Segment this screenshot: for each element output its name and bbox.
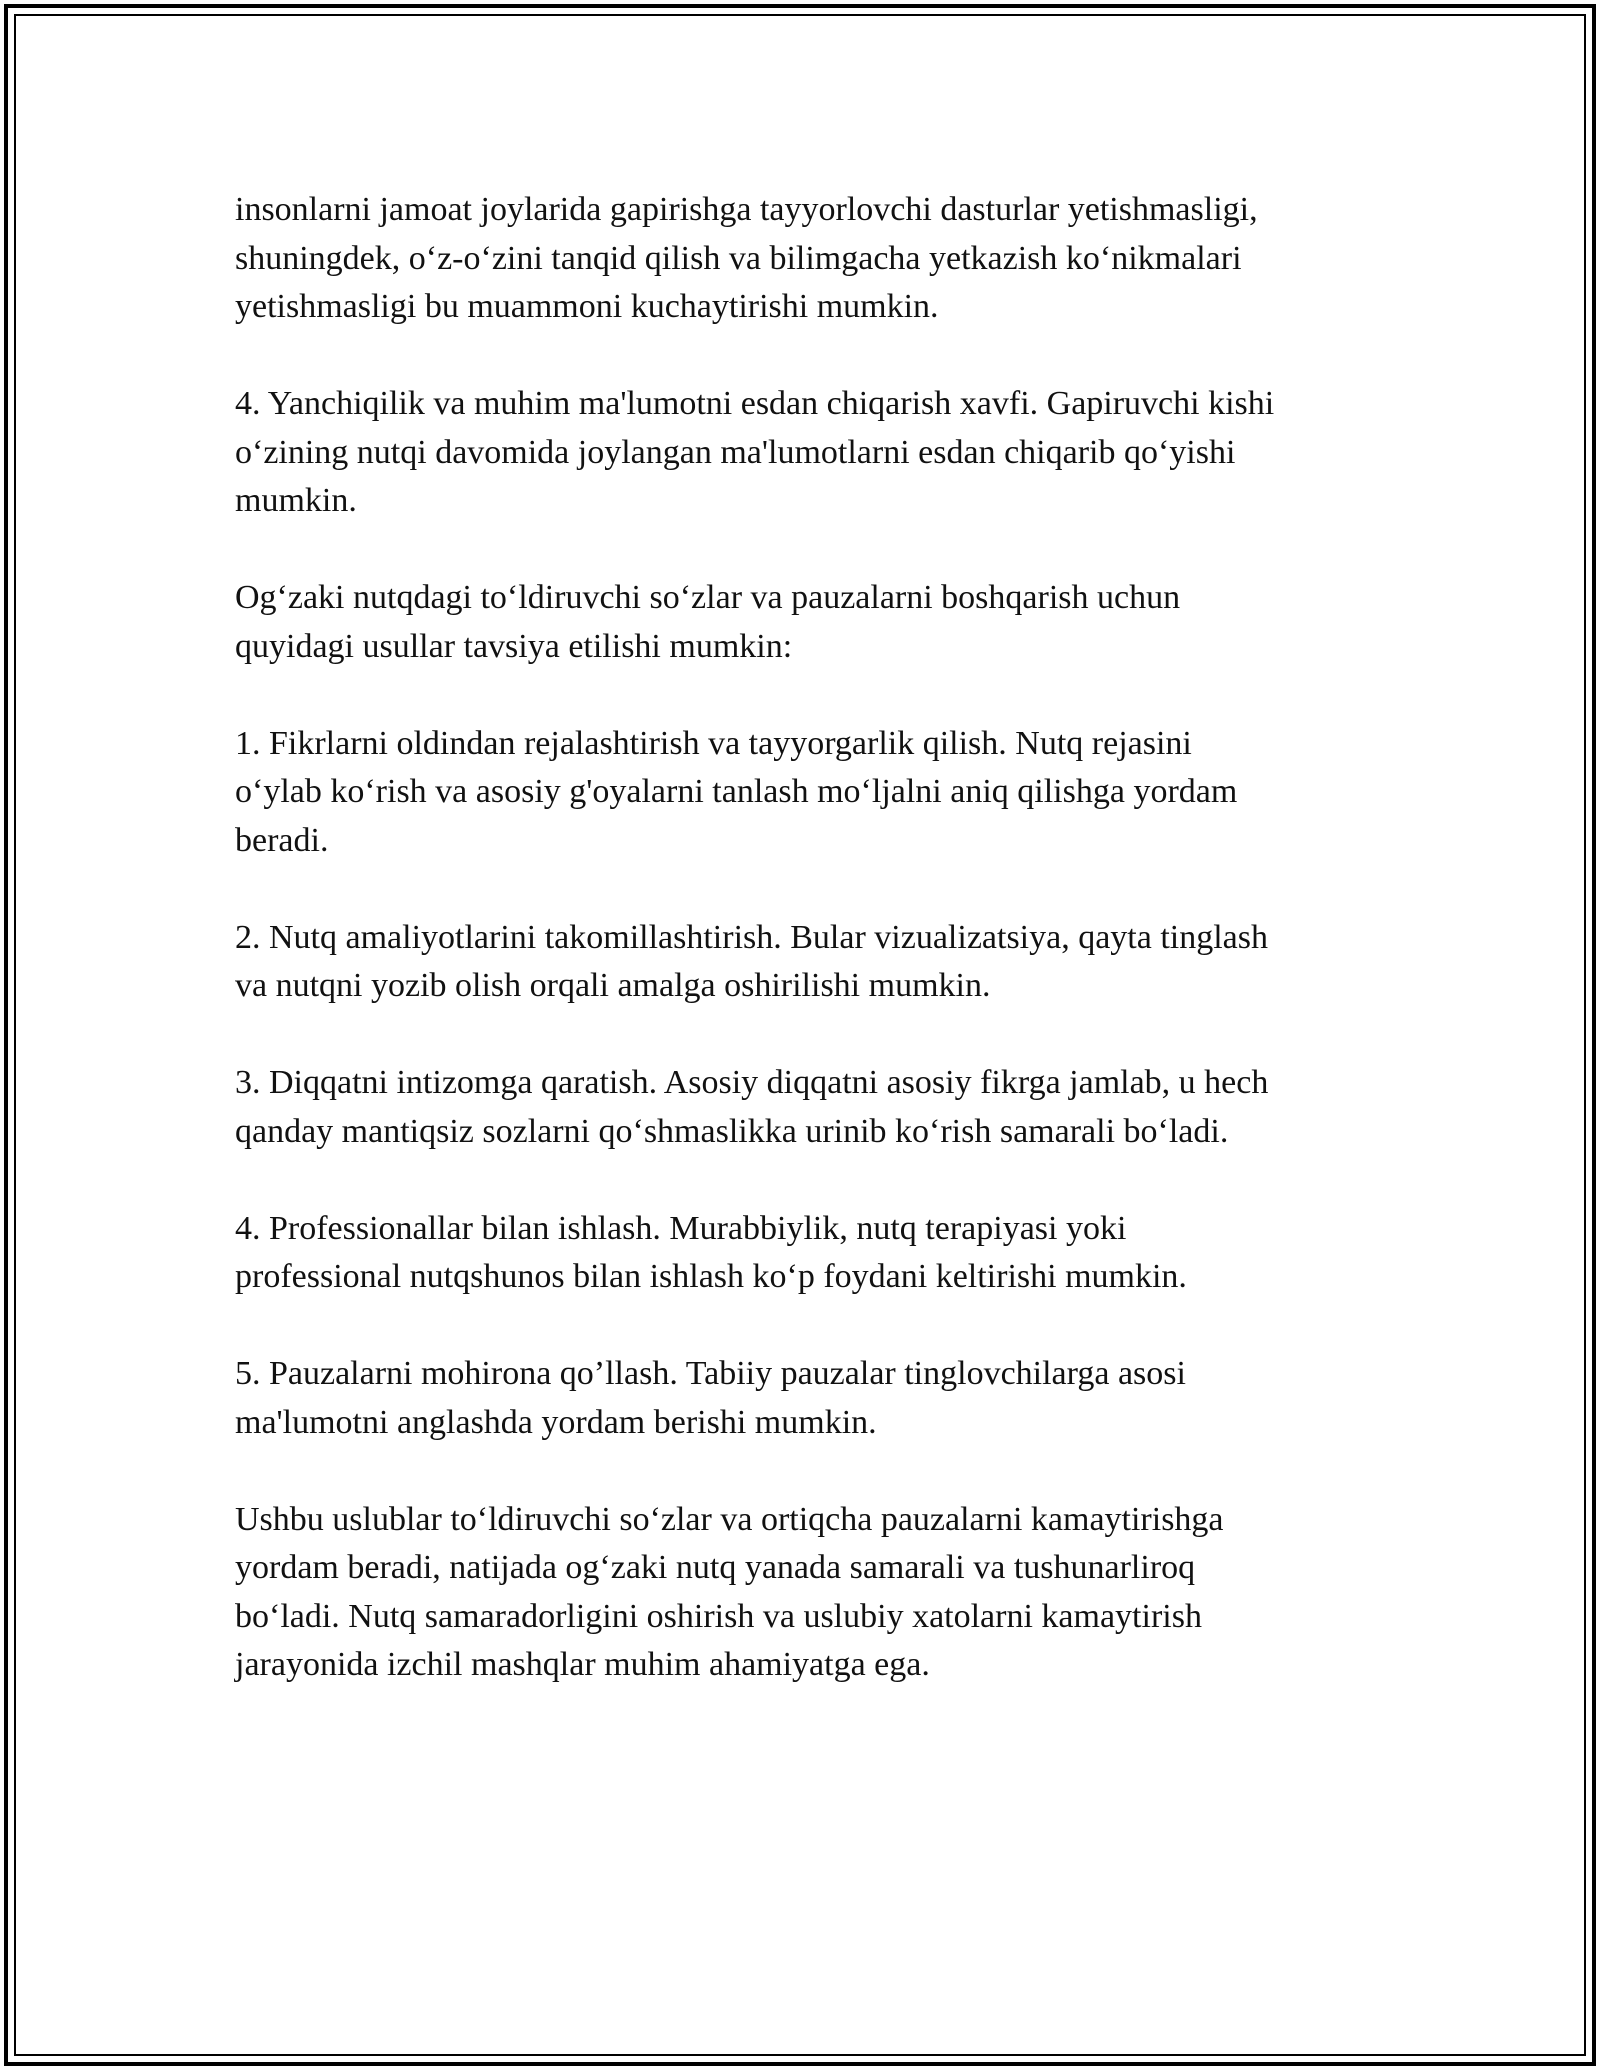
paragraph-item-4-forgetting: 4. Yanchiqilik va muhim ma'lumotni esdan chiqarish xavfi. Gapiruvchi kishi o‘zining nutqi davomida joylangan ma'lumotlarni esdan chiqarib qo‘yishi mumkin. bbox=[235, 385, 1275, 519]
paragraph-method-5: 5. Pauzalarni mohirona qo’llash. Tabiiy pauzalar tinglovchilarga asosi ma'lumotni anglashda yordam berishi mumkin. bbox=[235, 1355, 1186, 1441]
paragraph-method-4: 4. Professionallar bilan ishlash. Murabbiylik, nutq terapiyasi yoki professional nutqshunos bilan ishlash ko‘p foydani keltirishi mumkin. bbox=[235, 1209, 1187, 1295]
paragraph-methods-intro: Og‘zaki nutqdagi to‘ldiruvchi so‘zlar va pauzalarni boshqarish uchun quyidagi usullar tavsiya etilishi mumkin: bbox=[235, 579, 1181, 665]
paragraph-method-1: 1. Fikrlarni oldindan rejalashtirish va tayyorgarlik qilish. Nutq rejasini o‘ylab ko‘rish va asosiy g'oyalarni tanlash mo‘ljalni aniq qilishga yordam beradi. bbox=[235, 724, 1238, 859]
document-body bbox=[235, 186, 1365, 1738]
paragraph-method-2: 2. Nutq amaliyotlarini takomillashtirish. Bular vizualizatsiya, qayta tinglash va nutqni yozib olish orqali amalga oshirilishi mumkin. bbox=[235, 918, 1268, 1004]
paragraph-continuation: insonlarni jamoat joylarida gapirishga tayyorlovchi dasturlar yetishmasligi, shuningdek, o‘z-o‘zini tanqid qilish va bilimgacha yetkazish ko‘nikmalari yetishmasligi bu muammoni kuchaytirishi mumkin. bbox=[235, 191, 1258, 325]
paragraph-conclusion: Ushbu uslublar to‘ldiruvchi so‘zlar va ortiqcha pauzalarni kamaytirishga yordam beradi, natijada og‘zaki nutq yanada samarali va tushunarliroq bo‘ladi. Nutq samaradorligini oshirish va uslubiy xatolarni kamaytirish jarayonida izchil mashqlar muhim ahamiyatga ega. bbox=[235, 1500, 1224, 1683]
paragraph-method-3: 3. Diqqatni intizomga qaratish. Asosiy diqqatni asosiy fikrga jamlab, u hech qanday mantiqsiz sozlarni qo‘shmaslikka urinib ko‘rish samarali bo‘ladi. bbox=[235, 1064, 1269, 1150]
